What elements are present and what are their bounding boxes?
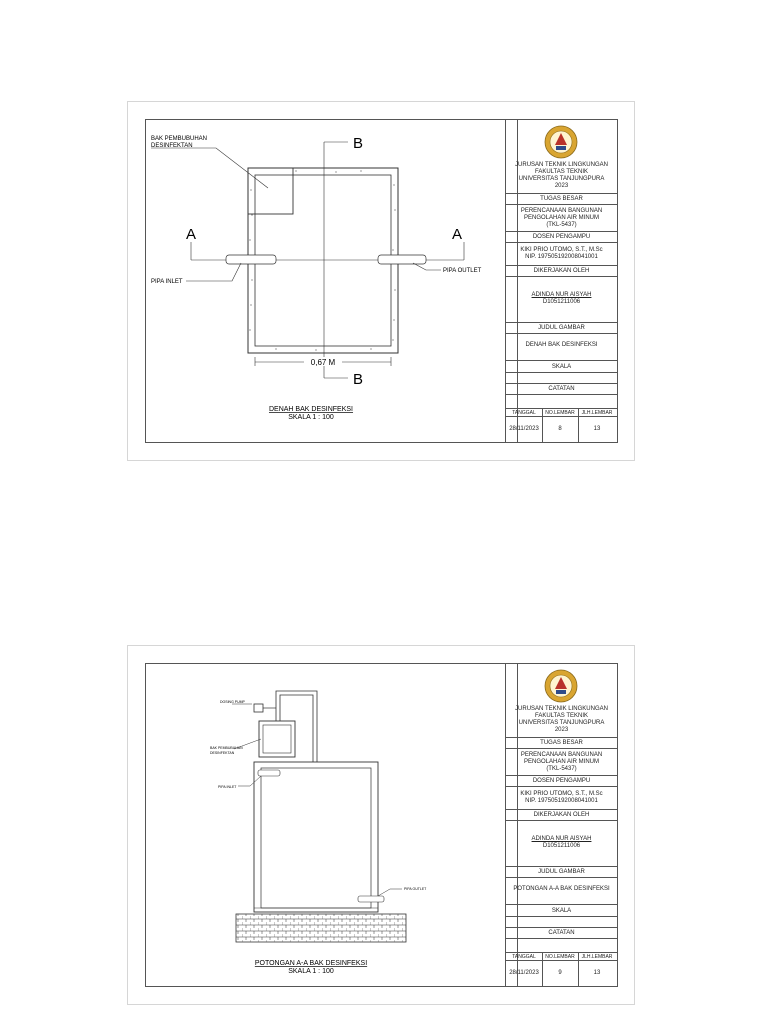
- dosing-pump-label: DOSING PUMP: [220, 700, 245, 704]
- institution-line-1: JURUSAN TEKNIK LINGKUNGAN: [515, 162, 608, 168]
- drawing-scale: SKALA 1 : 100: [288, 414, 334, 421]
- jlh-lembar-value: 13: [593, 970, 601, 976]
- foundation-hatch: [236, 914, 406, 942]
- no-lembar-value: 8: [558, 426, 562, 432]
- course-line-2: PENGOLAHAN AIR MINUM: [523, 759, 599, 765]
- course-line-1: PERENCANAAN BANGUNAN: [520, 752, 603, 758]
- university-logo-icon: [544, 669, 578, 703]
- pipe-inlet: [226, 255, 276, 264]
- catatan-heading: CATATAN: [548, 386, 575, 392]
- dosing-box: [259, 721, 295, 757]
- dosen-name: KIKI PRIO UTOMO, S.T., M.Sc: [520, 247, 603, 253]
- tanggal-value: 28/11/2023: [509, 426, 539, 432]
- no-lembar-value: 9: [558, 970, 562, 976]
- student-name: ADINDA NUR AISYAH: [531, 292, 592, 298]
- bak-label: BAK PEMBUBUHAN: [210, 746, 243, 750]
- pipe-inlet: [258, 770, 280, 776]
- title-block: [505, 663, 618, 987]
- col-tanggal: TANGGAL: [512, 954, 536, 960]
- drawing-sheet-denah: [127, 101, 635, 461]
- course-line-2: PENGOLAHAN AIR MINUM: [523, 215, 599, 221]
- institution-line-3: UNIVERSITAS TANJUNGPURA: [518, 720, 605, 726]
- institution-year: 2023: [554, 727, 569, 733]
- pipe-outlet: [378, 255, 426, 264]
- institution-year: 2023: [554, 183, 569, 189]
- drawing-sheet-potongan: [127, 645, 635, 1005]
- student-id: D1051211006: [542, 843, 581, 849]
- drawing-scale: SKALA 1 : 100: [288, 968, 334, 975]
- dimension-label: 0,67 M: [310, 358, 336, 367]
- dikerjakan-heading: DIKERJAKAN OLEH: [533, 812, 590, 818]
- col-no-lembar: NO.LEMBAR: [545, 954, 575, 960]
- dikerjakan-heading: DIKERJAKAN OLEH: [533, 268, 590, 274]
- dosen-name: KIKI PRIO UTOMO, S.T., M.Sc: [520, 791, 603, 797]
- bak-label-2: DESINFEKTAN: [151, 143, 193, 149]
- bak-label-2: DESINFEKTAN: [210, 751, 235, 755]
- col-tanggal: TANGGAL: [512, 410, 536, 416]
- section-drawing: [146, 664, 517, 986]
- judul-heading: JUDUL GAMBAR: [538, 869, 585, 875]
- institution-line-1: JURUSAN TEKNIK LINGKUNGAN: [515, 706, 608, 712]
- pipe-outlet: [358, 896, 384, 902]
- course-code: (TKL-5437): [546, 222, 577, 228]
- tugas-heading: TUGAS BESAR: [540, 196, 583, 202]
- dosing-pump: [254, 704, 263, 712]
- pipa-outlet-label: PIPA OUTLET: [404, 887, 427, 891]
- institution-line-2: FAKULTAS TEKNIK: [534, 169, 588, 175]
- plan-drawing: [146, 120, 517, 442]
- student-id: D1051211006: [542, 299, 581, 305]
- dosen-heading: DOSEN PENGAMPU: [532, 778, 591, 784]
- pipa-inlet-label: PIPA INLET: [151, 279, 183, 285]
- judul-value: DENAH BAK DESINFEKSI: [525, 342, 598, 348]
- section-a-right: A: [452, 226, 463, 243]
- pipa-inlet-label: PIPA INLET: [218, 785, 237, 789]
- tugas-heading: TUGAS BESAR: [540, 740, 583, 746]
- title-block: [505, 119, 618, 443]
- institution-line-2: FAKULTAS TEKNIK: [534, 713, 588, 719]
- catatan-heading: CATATAN: [548, 930, 575, 936]
- col-no-lembar: NO.LEMBAR: [545, 410, 575, 416]
- dosen-nip: NIP. 197505192008041001: [525, 798, 598, 804]
- tanggal-value: 28/11/2023: [509, 970, 539, 976]
- col-jlh-lembar: JLH.LEMBAR: [581, 410, 613, 416]
- course-line-1: PERENCANAAN BANGUNAN: [520, 208, 603, 214]
- dosen-heading: DOSEN PENGAMPU: [532, 234, 591, 240]
- drawing-frame: [145, 119, 518, 443]
- course-code: (TKL-5437): [546, 766, 577, 772]
- institution-line-3: UNIVERSITAS TANJUNGPURA: [518, 176, 605, 182]
- section-b-bottom: B: [353, 371, 364, 388]
- col-jlh-lembar: JLH.LEMBAR: [581, 954, 613, 960]
- university-logo-icon: [544, 125, 578, 159]
- bak-label: BAK PEMBUBUHAN: [151, 136, 208, 142]
- drawing-title: DENAH BAK DESINFEKSI: [268, 406, 354, 413]
- drawing-frame: [145, 663, 518, 987]
- dosen-nip: NIP. 197505192008041001: [525, 254, 598, 260]
- tank-inner-wall: [261, 768, 371, 908]
- skala-heading: SKALA: [551, 364, 572, 370]
- jlh-lembar-value: 13: [593, 426, 601, 432]
- section-a-left: A: [186, 226, 197, 243]
- judul-value: POTONGAN A-A BAK DESINFEKSI: [513, 886, 610, 892]
- section-b-top: B: [353, 135, 364, 152]
- skala-heading: SKALA: [551, 908, 572, 914]
- drawing-title: POTONGAN A-A BAK DESINFEKSI: [254, 960, 368, 967]
- judul-heading: JUDUL GAMBAR: [538, 325, 585, 331]
- tank-outer-wall: [254, 762, 378, 912]
- student-name: ADINDA NUR AISYAH: [531, 836, 592, 842]
- pipa-outlet-label: PIPA OUTLET: [443, 268, 482, 274]
